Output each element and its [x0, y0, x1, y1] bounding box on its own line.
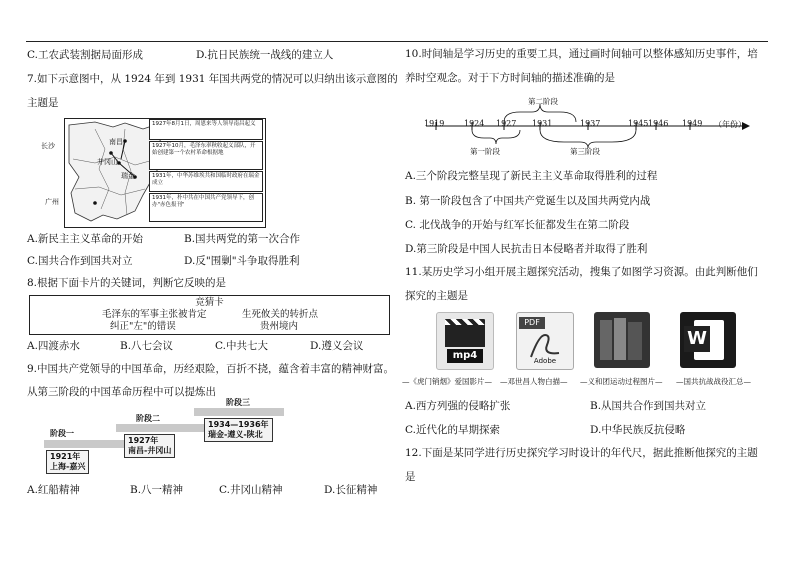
tl-unit: （年份）: [714, 120, 746, 129]
q9-option-a: A.红船精神: [27, 484, 80, 496]
q8-option-d: D.遵义会议: [310, 340, 364, 352]
q10-timeline: [424, 88, 774, 163]
tl-year-1924: 1924: [464, 119, 485, 128]
q9-option-d: D.长征精神: [324, 484, 378, 496]
pdf-icon: [516, 312, 574, 370]
q8-option-c: C.中共七大: [215, 340, 268, 352]
stage-3-place: 瑞金-遵义-陕北: [208, 430, 263, 439]
q6-option-d: D.抗日民族统一战线的建立人: [196, 49, 334, 61]
stage-1-box: [46, 450, 89, 474]
q11-option-a: A.西方列强的侵略扩张: [405, 400, 511, 412]
caption-4: —国共抗战战役汇总—: [676, 377, 751, 386]
card-title: 竞猜卡: [195, 297, 224, 308]
caption-1: —《虎门销烟》爱国影片—: [402, 377, 492, 386]
q10-stem-line1: 10.时间轴是学习历史的重要工具，通过画时间轴可以整体感知历史事件，培: [405, 48, 758, 60]
stage-1-label: 阶段一: [50, 429, 74, 438]
q9-option-c: C.井冈山精神: [219, 484, 283, 496]
city-guangzhou: 广州: [45, 198, 59, 206]
stage-step-2: [116, 424, 206, 432]
map-event-box-3: 1931年，中华苏维埃共和国临时政府在瑞金成立: [149, 171, 263, 192]
caption-2: —邓世昌人物白描—: [500, 377, 568, 386]
stage-1-place: 上海-嘉兴: [50, 462, 86, 471]
city-changsha: 长沙: [41, 142, 55, 150]
q11-option-d: D.中华民族反抗侵略: [590, 424, 686, 436]
q9-option-b: B.八一精神: [130, 484, 184, 496]
adobe-label: Adobe: [533, 357, 557, 365]
stage-2-place: 南昌-井冈山: [128, 446, 172, 455]
tl-year-1931: 1931: [532, 119, 553, 128]
q7-stem-line1: 7.如下示意图中，从 1924 年到 1931 年国共两党的情况可以归纳出该示意图的: [27, 73, 398, 85]
stage-3-year: 1934—1936年: [208, 420, 269, 429]
q11-stem-line1: 11.某历史学习小组开展主题探究活动，搜集了如图学习资源。由此判断他们: [405, 266, 758, 278]
tl-year-1946: 1946: [648, 119, 669, 128]
q10-option-c: C. 北伐战争的开始与红军长征都发生在第二阶段: [405, 219, 630, 231]
map-event-box-1: 1927年8月1日，周恩来等人领导南昌起义: [149, 119, 263, 140]
caption-3: —义和团运动过程图片—: [580, 377, 663, 386]
stage-step-3: [194, 408, 284, 416]
header-rule: [26, 41, 768, 42]
q10-option-d: D.第三阶段是中国人民抗击日本侵略者并取得了胜利: [405, 243, 648, 255]
tl-stage-3: 第三阶段: [570, 147, 600, 156]
q7-option-a: A.新民主主义革命的开始: [27, 233, 143, 245]
q11-option-c: C.近代化的早期探索: [405, 424, 500, 436]
q7-stem-line2: 主题是: [27, 97, 59, 109]
card-keyword-4: 贵州境内: [260, 321, 299, 332]
card-keyword-3: 纠正"左"的错误: [110, 321, 176, 332]
q10-stem-line2: 养时空观念。对于下方时间轴的描述准确的是: [405, 72, 615, 84]
city-jinggangshan: 井冈山: [97, 158, 118, 166]
q10-option-b: B. 第一阶段包含了中国共产党诞生以及国共两党内战: [405, 195, 651, 207]
q8-option-b: B.八七会议: [120, 340, 174, 352]
mp4-badge: mp4: [447, 349, 483, 363]
q9-stage-diagram: [44, 398, 284, 472]
q10-option-a: A.三个阶段完整呈现了新民主主义革命取得胜利的过程: [405, 170, 658, 182]
tl-stage-2: 第二阶段: [528, 97, 558, 106]
tl-year-1919: 1919: [424, 119, 445, 128]
stage-step-1: [44, 440, 124, 448]
q9-stem-line1: 9.中国共产党领导的中国革命，历经艰险，百折不挠，蕴含着丰富的精神财富。: [27, 363, 395, 375]
stage-3-label: 阶段三: [226, 398, 250, 407]
stage-2-year: 1927年: [128, 436, 159, 445]
card-keyword-1: 毛泽东的军事主张被肯定: [102, 309, 207, 320]
q11-option-b: B.从国共合作到国共对立: [590, 400, 707, 412]
q8-guess-card: [29, 295, 390, 335]
q6-option-c: C.工农武装割据局面形成: [27, 49, 143, 61]
stage-2-box: [124, 434, 175, 458]
q8-stem: 8.根据下面卡片的关键词，判断它反映的是: [27, 277, 227, 289]
map-event-box-4: 1931年，朴中共在中国共产党领导下，创办"赤色报刊": [149, 193, 263, 222]
stage-2-label: 阶段二: [136, 414, 160, 423]
q7-option-d: D.反"围剿"斗争取得胜利: [184, 255, 300, 267]
mp4-icon: [436, 312, 494, 370]
stage-1-year: 1921年: [50, 452, 81, 461]
tl-year-1927: 1927: [496, 119, 517, 128]
word-icon: [680, 312, 736, 368]
q9-stem-line2: 从第三阶段的中国革命历程中可以提炼出: [27, 386, 216, 398]
q12-stem-line1: 12.下面是某同学进行历史探究学习时设计的年代尺，据此推断他探究的主题: [405, 447, 758, 459]
q12-stem-line2: 是: [405, 471, 416, 483]
word-badge: W: [684, 326, 710, 352]
stage-3-box: [204, 418, 273, 442]
q7-option-c: C.国共合作到国共对立: [27, 255, 133, 267]
tl-year-1937: 1937: [580, 119, 601, 128]
tl-year-1949: 1949: [682, 119, 703, 128]
city-ruijin: 瑞金: [121, 172, 135, 180]
adobe-swoosh-icon: [525, 331, 565, 359]
card-keyword-2: 生死攸关的转折点: [242, 309, 319, 320]
tl-year-1945: 1945: [628, 119, 649, 128]
q7-map-figure: [41, 118, 266, 228]
q8-option-a: A.四渡赤水: [27, 340, 80, 352]
q11-stem-line2: 探究的主题是: [405, 290, 468, 302]
books-icon: [594, 312, 650, 368]
city-nanchang: 南昌: [109, 138, 123, 146]
q7-option-b: B.国共两党的第一次合作: [184, 233, 301, 245]
pdf-badge: PDF: [519, 317, 545, 329]
tl-stage-1: 第一阶段: [470, 147, 500, 156]
map-event-box-2: 1927年10月，毛泽东率秋收起义部队，开始创建第一个农村革命根据地: [149, 141, 263, 170]
